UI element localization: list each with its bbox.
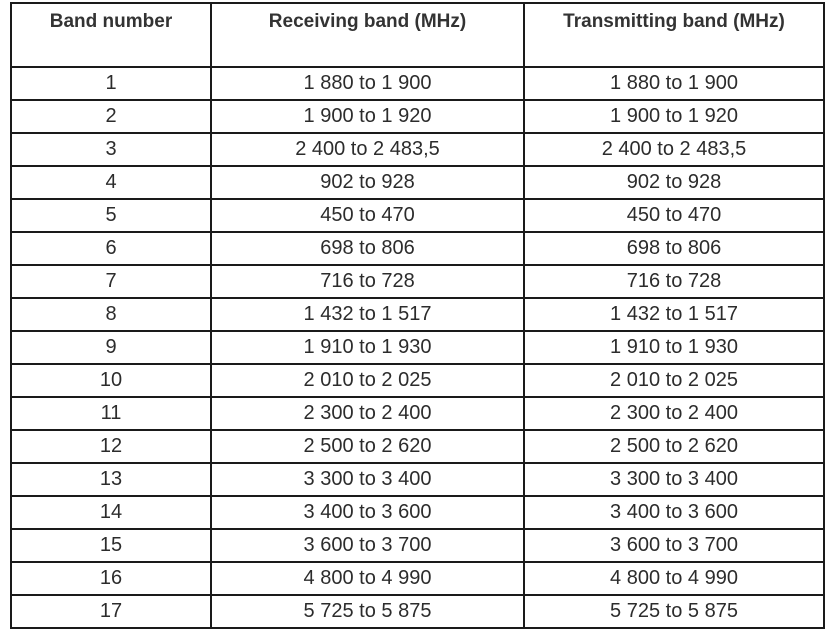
receiving-band-cell: 2 400 to 2 483,5 xyxy=(211,133,524,166)
table-row xyxy=(11,595,824,628)
header-transmitting-band: Transmitting band (MHz) xyxy=(524,3,824,67)
receiving-band-cell: 5 725 to 5 875 xyxy=(211,595,524,628)
transmitting-band-cell: 2 500 to 2 620 xyxy=(524,430,824,463)
transmitting-band-cell: 1 880 to 1 900 xyxy=(524,67,824,100)
receiving-band-cell: 1 432 to 1 517 xyxy=(211,298,524,331)
receiving-band-cell: 716 to 728 xyxy=(211,265,524,298)
transmitting-band-cell: 698 to 806 xyxy=(524,232,824,265)
table-row xyxy=(11,562,824,595)
transmitting-band-cell: 1 900 to 1 920 xyxy=(524,100,824,133)
table-row xyxy=(11,397,824,430)
table-row xyxy=(11,331,824,364)
receiving-band-cell: 1 910 to 1 930 xyxy=(211,331,524,364)
transmitting-band-cell: 2 010 to 2 025 xyxy=(524,364,824,397)
transmitting-band-cell: 3 400 to 3 600 xyxy=(524,496,824,529)
band-number-cell: 14 xyxy=(11,496,211,529)
receiving-band-cell: 2 300 to 2 400 xyxy=(211,397,524,430)
receiving-band-cell: 902 to 928 xyxy=(211,166,524,199)
receiving-band-cell: 698 to 806 xyxy=(211,232,524,265)
band-number-cell: 11 xyxy=(11,397,211,430)
band-number-cell: 6 xyxy=(11,232,211,265)
band-number-cell: 15 xyxy=(11,529,211,562)
band-number-cell: 1 xyxy=(11,67,211,100)
table-row xyxy=(11,166,824,199)
band-number-cell: 4 xyxy=(11,166,211,199)
receiving-band-cell: 2 500 to 2 620 xyxy=(211,430,524,463)
receiving-band-cell: 450 to 470 xyxy=(211,199,524,232)
table-row xyxy=(11,100,824,133)
band-number-cell: 5 xyxy=(11,199,211,232)
table-row xyxy=(11,463,824,496)
transmitting-band-cell: 3 600 to 3 700 xyxy=(524,529,824,562)
transmitting-band-cell: 5 725 to 5 875 xyxy=(524,595,824,628)
table-row xyxy=(11,265,824,298)
table-row xyxy=(11,430,824,463)
receiving-band-cell: 3 600 to 3 700 xyxy=(211,529,524,562)
transmitting-band-cell: 1 910 to 1 930 xyxy=(524,331,824,364)
transmitting-band-cell: 902 to 928 xyxy=(524,166,824,199)
header-receiving-band: Receiving band (MHz) xyxy=(211,3,524,67)
band-number-cell: 2 xyxy=(11,100,211,133)
header-band-number: Band number xyxy=(11,3,211,67)
band-table xyxy=(10,2,825,629)
table-row xyxy=(11,133,824,166)
receiving-band-cell: 3 400 to 3 600 xyxy=(211,496,524,529)
transmitting-band-cell: 716 to 728 xyxy=(524,265,824,298)
transmitting-band-cell: 2 400 to 2 483,5 xyxy=(524,133,824,166)
table-row xyxy=(11,496,824,529)
transmitting-band-cell: 2 300 to 2 400 xyxy=(524,397,824,430)
receiving-band-cell: 2 010 to 2 025 xyxy=(211,364,524,397)
transmitting-band-cell: 1 432 to 1 517 xyxy=(524,298,824,331)
band-number-cell: 13 xyxy=(11,463,211,496)
table-row xyxy=(11,199,824,232)
receiving-band-cell: 3 300 to 3 400 xyxy=(211,463,524,496)
table-row xyxy=(11,67,824,100)
band-number-cell: 9 xyxy=(11,331,211,364)
band-number-cell: 8 xyxy=(11,298,211,331)
table-row xyxy=(11,232,824,265)
table-row xyxy=(11,529,824,562)
band-number-cell: 10 xyxy=(11,364,211,397)
transmitting-band-cell: 4 800 to 4 990 xyxy=(524,562,824,595)
band-number-cell: 16 xyxy=(11,562,211,595)
receiving-band-cell: 1 880 to 1 900 xyxy=(211,67,524,100)
band-number-cell: 3 xyxy=(11,133,211,166)
transmitting-band-cell: 450 to 470 xyxy=(524,199,824,232)
table-row xyxy=(11,364,824,397)
table-body xyxy=(11,67,824,628)
table-header-row xyxy=(11,3,824,67)
band-number-cell: 12 xyxy=(11,430,211,463)
band-number-cell: 7 xyxy=(11,265,211,298)
receiving-band-cell: 1 900 to 1 920 xyxy=(211,100,524,133)
table-row xyxy=(11,298,824,331)
transmitting-band-cell: 3 300 to 3 400 xyxy=(524,463,824,496)
band-number-cell: 17 xyxy=(11,595,211,628)
receiving-band-cell: 4 800 to 4 990 xyxy=(211,562,524,595)
